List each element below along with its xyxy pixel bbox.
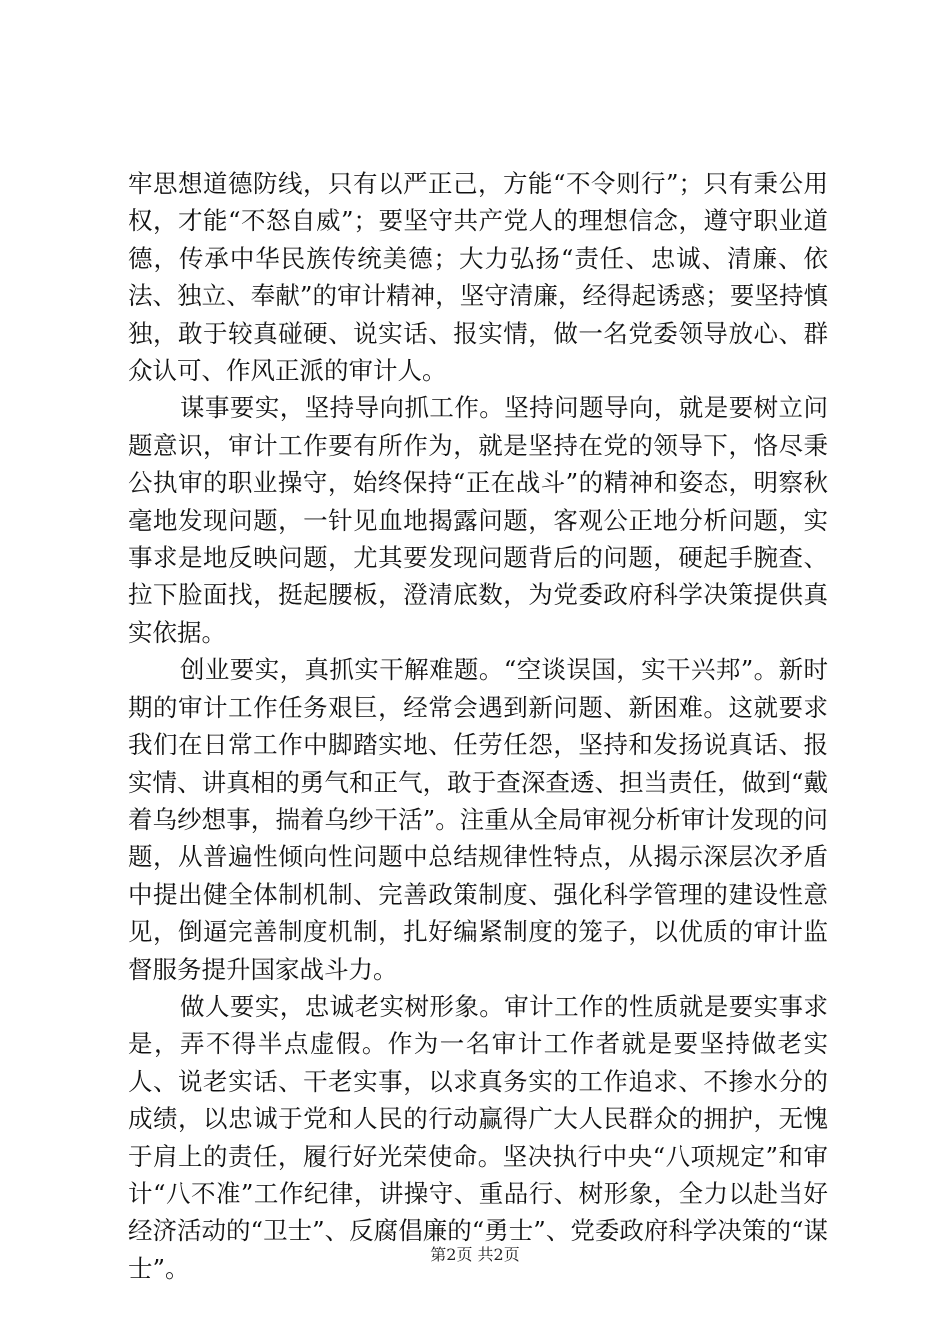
paragraph-planning: 谋事要实，坚持导向抓工作。坚持问题导向，就是要树立问题意识，审计工作要有所作为，就是坚持在党的领导下，恪尽秉公执审的职业操守，始终保持“正在战斗”的精神和姿态，明察秋毫地发现问题，一针见血地揭露问题，客观公正地分析问题，实事求是地反映问题，尤其要发现问题背后的问题，硬起手腕查、拉下脸面找，挺起腰板，澄清底数，为党委政府科学决策提供真实依据。 — [128, 393, 828, 647]
document-body — [128, 165, 828, 1287]
paragraph-conduct: 做人要实，忠诚老实树形象。审计工作的性质就是要实事求是，弄不得半点虚假。作为一名审计工作者就是要坚持做老实人、说老实话、干老实事，以求真务实的工作追求、不掺水分的成绩，以忠诚于党和人民的行动赢得广大人民群众的拥护，无愧于肩上的责任，履行好光荣使命。坚决执行中央“八项规定”和审计“八不准”工作纪律，讲操守、重品行、树形象，全力以赴当好经济活动的“卫士”、反腐倡廉的“勇士”、党委政府科学决策的“谋士”。 — [128, 991, 828, 1283]
paragraph-entrepreneurship: 创业要实，真抓实干解难题。“空谈误国，实干兴邦”。新时期的审计工作任务艰巨，经常会遇到新问题、新困难。这就要求我们在日常工作中脚踏实地、任劳任怨，坚持和发扬说真话、报实情、讲真相的勇气和正气，敢于查深查透、担当责任，做到“戴着乌纱想事，揣着乌纱干活”。注重从全局审视分析审计发现的问题，从普遍性倾向性问题中总结规律性特点，从揭示深层次矛盾中提出健全体制机制、完善政策制度、强化科学管理的建设性意见，倒逼完善制度机制，扎好编紧制度的笼子，以优质的审计监督服务提升国家战斗力。 — [128, 655, 828, 984]
page-footer: 第2页 共2页 — [430, 1245, 520, 1264]
paragraph-continuation: 牢思想道德防线，只有以严正己，方能“不令则行”；只有秉公用权，才能“不怒自威”；要坚守共产党人的理想信念，遵守职业道德，传承中华民族传统美德；大力弘扬“责任、忠诚、清廉、依法、独立、奉献”的审计精神，坚守清廉，经得起诱惑；要坚持慎独，敢于较真碰硬、说实话、报实情，做一名党委领导放心、群众认可、作风正派的审计人。 — [128, 169, 828, 386]
